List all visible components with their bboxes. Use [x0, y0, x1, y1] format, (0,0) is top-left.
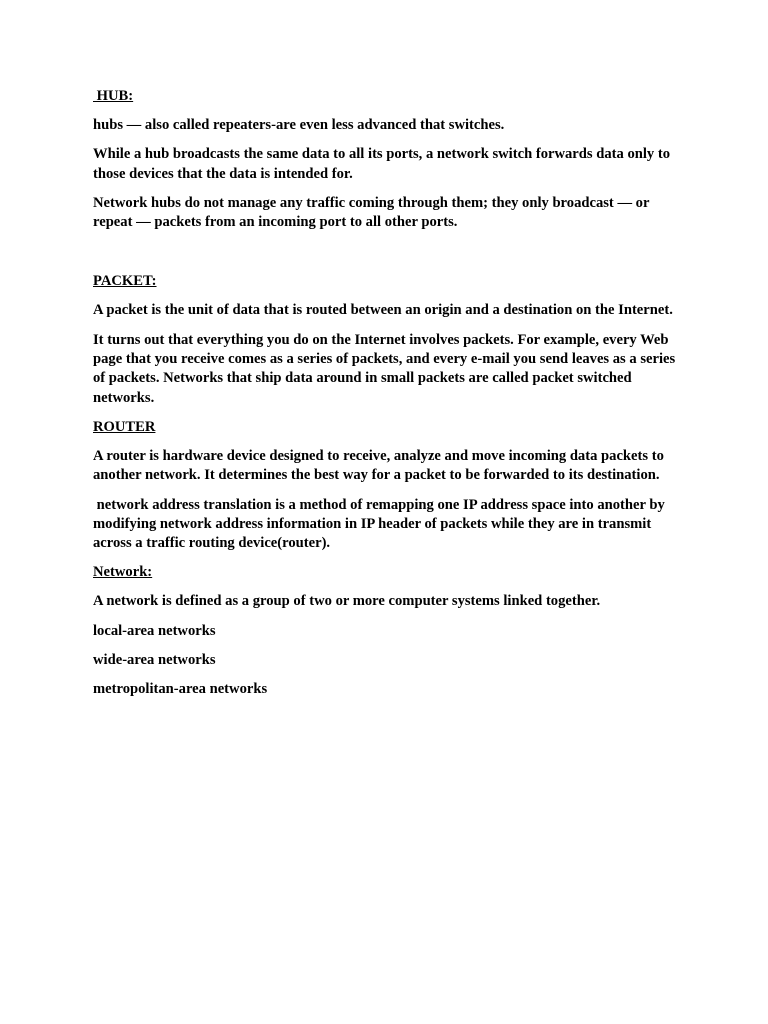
hub-paragraph-3: Network hubs do not manage any traffic coming through them; they only broadcast — or repeat — packets from an incoming port to all other ports.: [93, 194, 650, 231]
hub-heading: HUB:: [93, 88, 134, 104]
router-heading: ROUTER: [93, 418, 156, 435]
network-type-lan: local-area networks: [93, 622, 216, 639]
network-heading: Network:: [93, 564, 153, 581]
hub-paragraph-1: hubs — also called repeaters-are even less advanced that switches.: [93, 117, 505, 133]
router-paragraph-2: network address translation is a method of remapping one IP address space into another by modifying network address information in IP header of packets while they are in transmit across a traffic routing device(router).: [93, 496, 669, 552]
network-type-wan: wide-area networks: [93, 652, 216, 669]
section-spacer: [93, 242, 678, 272]
packet-paragraph-1: A packet is the unit of data that is routed between an origin and a destination on the Internet.: [93, 302, 673, 319]
packet-paragraph-2: It turns out that everything you do on the Internet involves packets. For example, every Web page that you receive comes as a series of packets, and every e-mail you send leaves as a series of packets. Networks that ship data around in small packets are called packet switched networks.: [93, 331, 676, 406]
hub-paragraph-2: While a hub broadcasts the same data to all its ports, a network switch forwards data only to those devices that the data is intended for.: [93, 146, 671, 182]
network-paragraph-1: A network is defined as a group of two or more computer systems linked together.: [93, 593, 601, 610]
packet-heading: PACKET:: [93, 273, 157, 290]
network-type-man: metropolitan-area networks: [93, 681, 268, 698]
router-paragraph-1: A router is hardware device designed to receive, analyze and move incoming data packets to another network. It determines the best way for a packet to be forwarded to its destination.: [93, 447, 664, 484]
